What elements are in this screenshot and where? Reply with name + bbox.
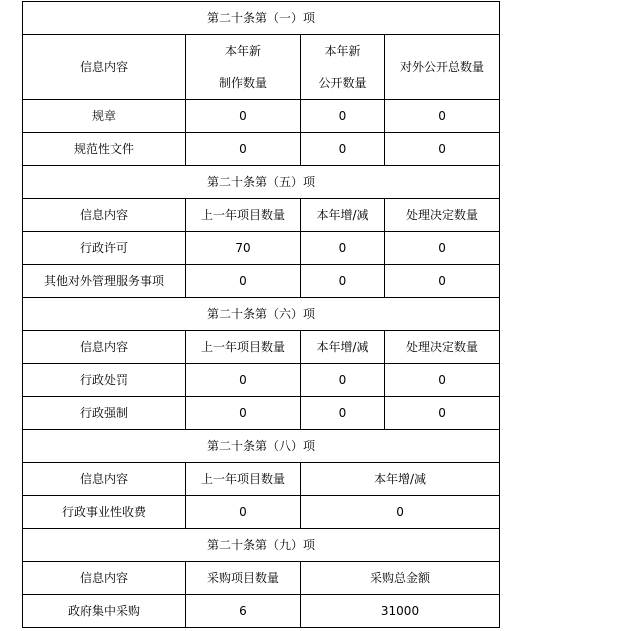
cell-value: 0	[186, 397, 301, 430]
section-title-6: 第二十条第（六）项	[23, 298, 500, 331]
cell-value: 70	[186, 232, 301, 265]
header-new-made	[186, 35, 301, 100]
header-info-content: 信息内容	[23, 562, 186, 595]
cell-value: 0	[186, 496, 301, 529]
cell-value: 0	[385, 397, 500, 430]
cell-value: 0	[301, 397, 385, 430]
header-total-published: 对外公开总数量	[385, 35, 500, 100]
cell-value: 0	[301, 364, 385, 397]
header-purchase-total: 采购总金额	[301, 562, 500, 595]
cell-value: 0	[186, 100, 301, 133]
header-year-change: 本年增/减	[301, 331, 385, 364]
header-year-change: 本年增/减	[301, 199, 385, 232]
cell-value: 0	[301, 496, 500, 529]
row-label: 政府集中采购	[23, 595, 186, 628]
row-label: 行政强制	[23, 397, 186, 430]
disclosure-table	[22, 1, 500, 628]
header-info-content: 信息内容	[23, 35, 186, 100]
header-decision-count: 处理决定数量	[385, 331, 500, 364]
cell-value: 31000	[301, 595, 500, 628]
cell-value: 0	[385, 100, 500, 133]
header-new-made-line1: 本年新	[224, 44, 261, 58]
cell-value: 0	[385, 133, 500, 166]
cell-value: 0	[301, 232, 385, 265]
header-prev-year-count: 上一年项目数量	[186, 331, 301, 364]
cell-value: 0	[186, 133, 301, 166]
section-title-9: 第二十条第（九）项	[23, 529, 500, 562]
cell-value: 0	[301, 133, 385, 166]
header-new-published	[301, 35, 385, 100]
disclosure-table-sheet	[22, 1, 499, 628]
cell-value: 0	[186, 265, 301, 298]
header-new-published-line2: 公开数量	[318, 76, 367, 90]
cell-value: 0	[186, 364, 301, 397]
row-label: 行政许可	[23, 232, 186, 265]
cell-value: 0	[301, 265, 385, 298]
header-new-published-line1: 本年新	[324, 44, 361, 58]
row-label: 行政事业性收费	[23, 496, 186, 529]
cell-value: 0	[385, 232, 500, 265]
row-label: 行政处罚	[23, 364, 186, 397]
row-label: 规章	[23, 100, 186, 133]
cell-value: 0	[385, 364, 500, 397]
header-info-content: 信息内容	[23, 199, 186, 232]
section-title-5: 第二十条第（五）项	[23, 166, 500, 199]
row-label: 规范性文件	[23, 133, 186, 166]
cell-value: 6	[186, 595, 301, 628]
header-year-change: 本年增/减	[301, 463, 500, 496]
header-prev-year-count: 上一年项目数量	[186, 463, 301, 496]
header-decision-count: 处理决定数量	[385, 199, 500, 232]
header-info-content: 信息内容	[23, 463, 186, 496]
header-info-content: 信息内容	[23, 331, 186, 364]
cell-value: 0	[385, 265, 500, 298]
section-title-8: 第二十条第（八）项	[23, 430, 500, 463]
header-new-made-line2: 制作数量	[218, 76, 267, 90]
section-title-1: 第二十条第（一）项	[23, 2, 500, 35]
header-purchase-count: 采购项目数量	[186, 562, 301, 595]
cell-value: 0	[301, 100, 385, 133]
row-label: 其他对外管理服务事项	[23, 265, 186, 298]
header-prev-year-count: 上一年项目数量	[186, 199, 301, 232]
